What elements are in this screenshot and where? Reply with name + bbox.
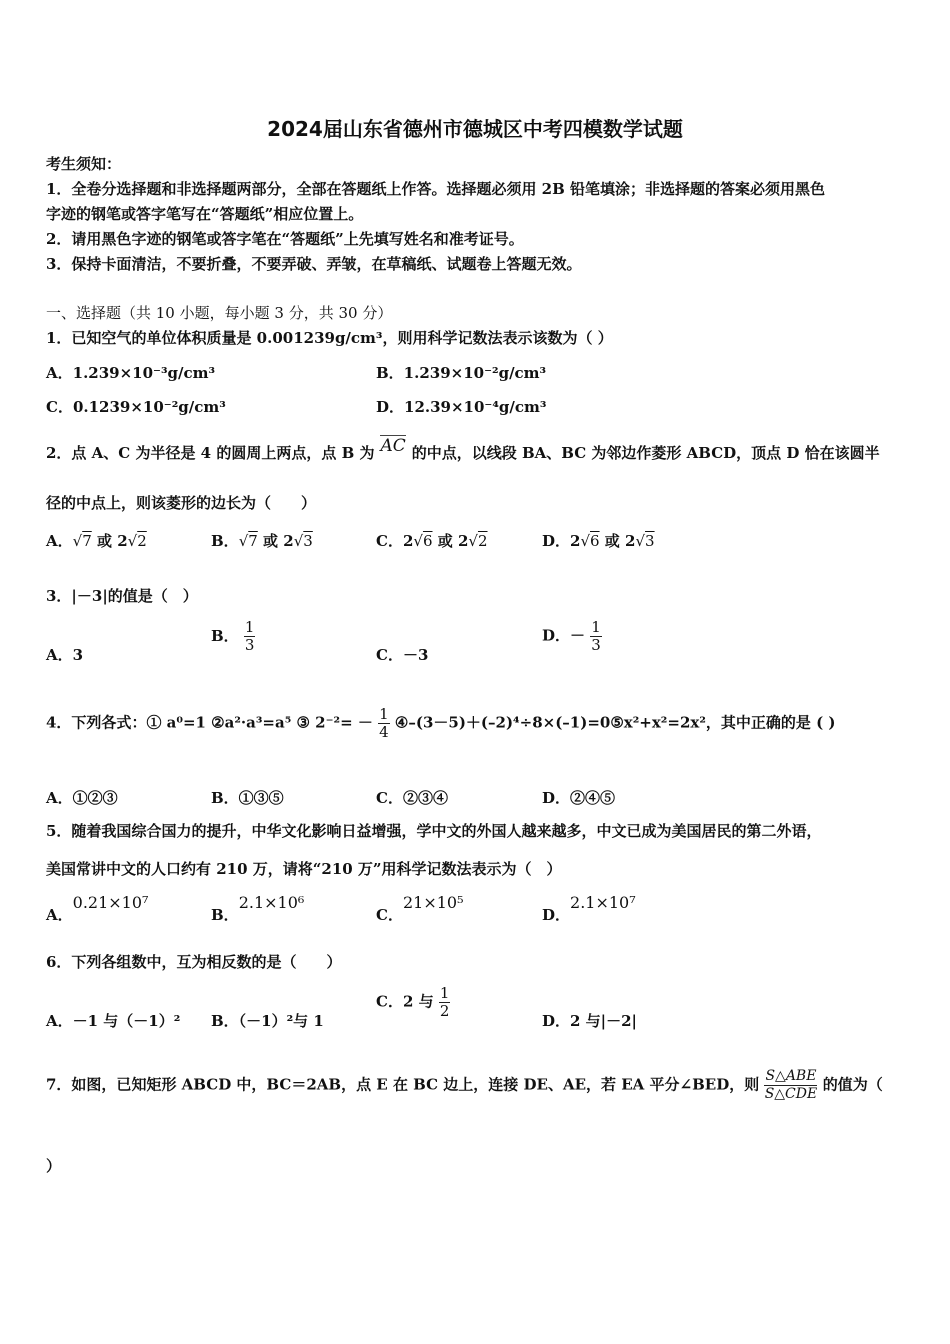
q5-b-label: B． bbox=[211, 906, 239, 924]
q2-b-label: B． bbox=[211, 532, 239, 550]
q3-option-c[interactable]: C．－3 bbox=[376, 646, 429, 664]
notice-line-1: 1．全卷分选择题和非选择题两部分，全部在答题纸上作答。选择题必须用 2B 铅笔填涂；非选择题的答案必须用黑色 bbox=[46, 180, 826, 198]
notice-line-3: 3．保持卡面清洁，不要折叠，不要弄破、弄皱，在草稿纸、试题卷上答题无效。 bbox=[46, 255, 582, 273]
q5-d-value: 2.1×10⁷ bbox=[570, 893, 636, 912]
q7-frac-num: S△ABE bbox=[765, 1068, 817, 1084]
q1-option-a[interactable]: A．1.239×10⁻³g/cm³ bbox=[46, 364, 216, 382]
q3-b-fraction bbox=[244, 619, 256, 654]
q6-option-a[interactable]: A．－1 与（－1）² bbox=[46, 1012, 181, 1030]
sqrt-icon: √ bbox=[413, 532, 423, 550]
q2-arc-ac: AC bbox=[380, 436, 406, 456]
q4-option-a[interactable]: A．①②③ bbox=[46, 789, 118, 807]
q6-option-c[interactable] bbox=[376, 985, 450, 1020]
q5-b-value: 2.1×10⁶ bbox=[238, 893, 305, 912]
q7-stem-part-b: 的值为（ bbox=[822, 1075, 883, 1094]
q2-b-radicand1: 7 bbox=[248, 532, 258, 550]
q1-option-b[interactable]: B．1.239×10⁻²g/cm³ bbox=[376, 364, 547, 382]
sqrt-icon: √ bbox=[635, 532, 646, 550]
q3-d-fraction bbox=[590, 619, 602, 654]
q5-c-label: C． bbox=[376, 906, 403, 924]
section-heading: 一、选择题（共 10 小题，每小题 3 分，共 30 分） bbox=[46, 304, 393, 322]
q2-option-a[interactable] bbox=[46, 530, 147, 551]
q4-fraction bbox=[378, 706, 390, 741]
q2-d-radicand1: 6 bbox=[590, 532, 600, 550]
q7-stem-line1 bbox=[46, 1068, 883, 1103]
q5-option-c[interactable] bbox=[376, 892, 464, 924]
q2-a-mid: 或 2 bbox=[96, 532, 128, 550]
q4-option-d[interactable]: D．②④⑤ bbox=[542, 789, 616, 807]
q4-frac-den: 4 bbox=[379, 723, 389, 741]
q1-option-d[interactable]: D．12.39×10⁻⁴g/cm³ bbox=[376, 398, 547, 416]
q5-stem-line2: 美国常讲中文的人口约有 210 万，请将“210 万”用科学记数法表示为（ ） bbox=[46, 860, 562, 878]
q2-stem-part-a: 2．点 A、C 为半径是 4 的圆周上两点，点 B 为 bbox=[46, 444, 375, 462]
q5-a-label: A． bbox=[46, 906, 73, 924]
q2-option-d[interactable] bbox=[542, 530, 655, 551]
q2-c-radicand2: 2 bbox=[477, 532, 488, 550]
q3-b-den: 3 bbox=[244, 636, 255, 654]
q5-a-value: 0.21×10⁷ bbox=[72, 893, 149, 912]
q1-option-c[interactable]: C．0.1239×10⁻²g/cm³ bbox=[46, 398, 226, 416]
q2-d-radicand2: 3 bbox=[645, 532, 655, 550]
q3-option-a[interactable]: A．3 bbox=[46, 646, 84, 664]
q3-d-label: D．－ bbox=[542, 626, 586, 645]
q5-option-d[interactable] bbox=[542, 892, 636, 924]
q2-option-c[interactable] bbox=[376, 530, 488, 551]
q2-c-label: C．2 bbox=[376, 532, 414, 550]
notice-line-2: 2．请用黑色字迹的钢笔或答字笔在“答题纸”上先填写姓名和准考证号。 bbox=[46, 230, 524, 248]
q5-option-a[interactable] bbox=[46, 892, 149, 924]
q3-b-num: 1 bbox=[244, 618, 255, 636]
q2-b-mid: 或 2 bbox=[263, 532, 294, 550]
sqrt-icon: √ bbox=[127, 532, 138, 550]
q6-c-fraction bbox=[439, 985, 451, 1020]
q4-option-c[interactable]: C．②③④ bbox=[376, 789, 448, 807]
q7-stem-line2: ） bbox=[46, 1157, 62, 1175]
q5-stem-line1: 5．随着我国综合国力的提升，中华文化影响日益增强，学中文的外国人越来越多，中文已成为美国居民的第二外语， bbox=[46, 822, 822, 840]
q6-option-b[interactable]: B．（－1）²与 1 bbox=[211, 1012, 324, 1030]
q2-a-label: A． bbox=[46, 532, 73, 550]
q2-a-radicand2: 2 bbox=[137, 532, 147, 550]
q3-stem: 3．|－3|的值是（ ） bbox=[46, 587, 198, 605]
q7-frac-den: S△CDE bbox=[764, 1086, 818, 1102]
notice-heading: 考生须知： bbox=[46, 155, 122, 173]
q3-option-b[interactable] bbox=[211, 619, 255, 654]
q5-d-label: D． bbox=[542, 906, 571, 924]
sqrt-icon: √ bbox=[293, 532, 304, 550]
q2-d-mid: 或 2 bbox=[604, 532, 636, 550]
q1-stem: 1．已知空气的单位体积质量是 0.001239g/cm³，则用科学记数法表示该数为（ ） bbox=[46, 329, 613, 347]
q6-option-d[interactable]: D．2 与|－2| bbox=[542, 1012, 638, 1030]
q4-option-b[interactable]: B．①③⑤ bbox=[211, 789, 284, 807]
q2-stem-part-b: 的中点，以线段 BA、BC 为邻边作菱形 ABCD，顶点 D 恰在该圆半 bbox=[411, 444, 880, 462]
q2-stem-line1 bbox=[46, 436, 880, 463]
sqrt-icon: √ bbox=[72, 532, 83, 550]
q2-option-b[interactable] bbox=[211, 530, 313, 551]
q2-a-radicand1: 7 bbox=[82, 532, 92, 550]
q2-c-radicand1: 6 bbox=[422, 532, 433, 550]
q4-stem-part-a: 4．下列各式：① a⁰=1 ②a²·a³=a⁵ ③ 2⁻²= － bbox=[46, 713, 373, 732]
q5-option-b[interactable] bbox=[211, 892, 305, 924]
q6-c-den: 2 bbox=[439, 1002, 450, 1020]
sqrt-icon: √ bbox=[238, 532, 249, 550]
q3-d-den: 3 bbox=[591, 636, 601, 654]
sqrt-icon: √ bbox=[468, 532, 478, 550]
q2-stem-line2: 径的中点上，则该菱形的边长为（ ） bbox=[46, 494, 317, 512]
q2-d-label: D．2 bbox=[542, 532, 581, 550]
q4-frac-num: 1 bbox=[379, 705, 389, 723]
q4-stem bbox=[46, 706, 836, 741]
q6-c-label: C．2 与 bbox=[376, 992, 434, 1011]
page-title: 2024届山东省德州市德城区中考四模数学试题 bbox=[267, 117, 683, 141]
q7-fraction bbox=[764, 1068, 817, 1103]
q6-stem: 6．下列各组数中，互为相反数的是（ ） bbox=[46, 953, 342, 971]
q3-b-label: B． bbox=[211, 626, 239, 645]
sqrt-icon: √ bbox=[580, 532, 591, 550]
notice-line-1b: 字迹的钢笔或答字笔写在“答题纸”相应位置上。 bbox=[46, 205, 364, 223]
q4-stem-part-b: ④–(3－5)＋(–2)⁴÷8×(–1)=0⑤x²+x²=2x²，其中正确的是 ( ) bbox=[394, 713, 836, 732]
q2-b-radicand2: 3 bbox=[303, 532, 313, 550]
q3-option-d[interactable] bbox=[542, 619, 602, 654]
q6-c-num: 1 bbox=[439, 984, 450, 1002]
q7-stem-part-a: 7．如图，已知矩形 ABCD 中，BC＝2AB，点 E 在 BC 边上，连接 DE、AE，若 EA 平分∠BED，则 bbox=[46, 1075, 760, 1094]
q3-d-num: 1 bbox=[591, 618, 601, 636]
q2-c-mid: 或 2 bbox=[437, 532, 469, 550]
q5-c-value: 21×10⁵ bbox=[402, 893, 464, 912]
